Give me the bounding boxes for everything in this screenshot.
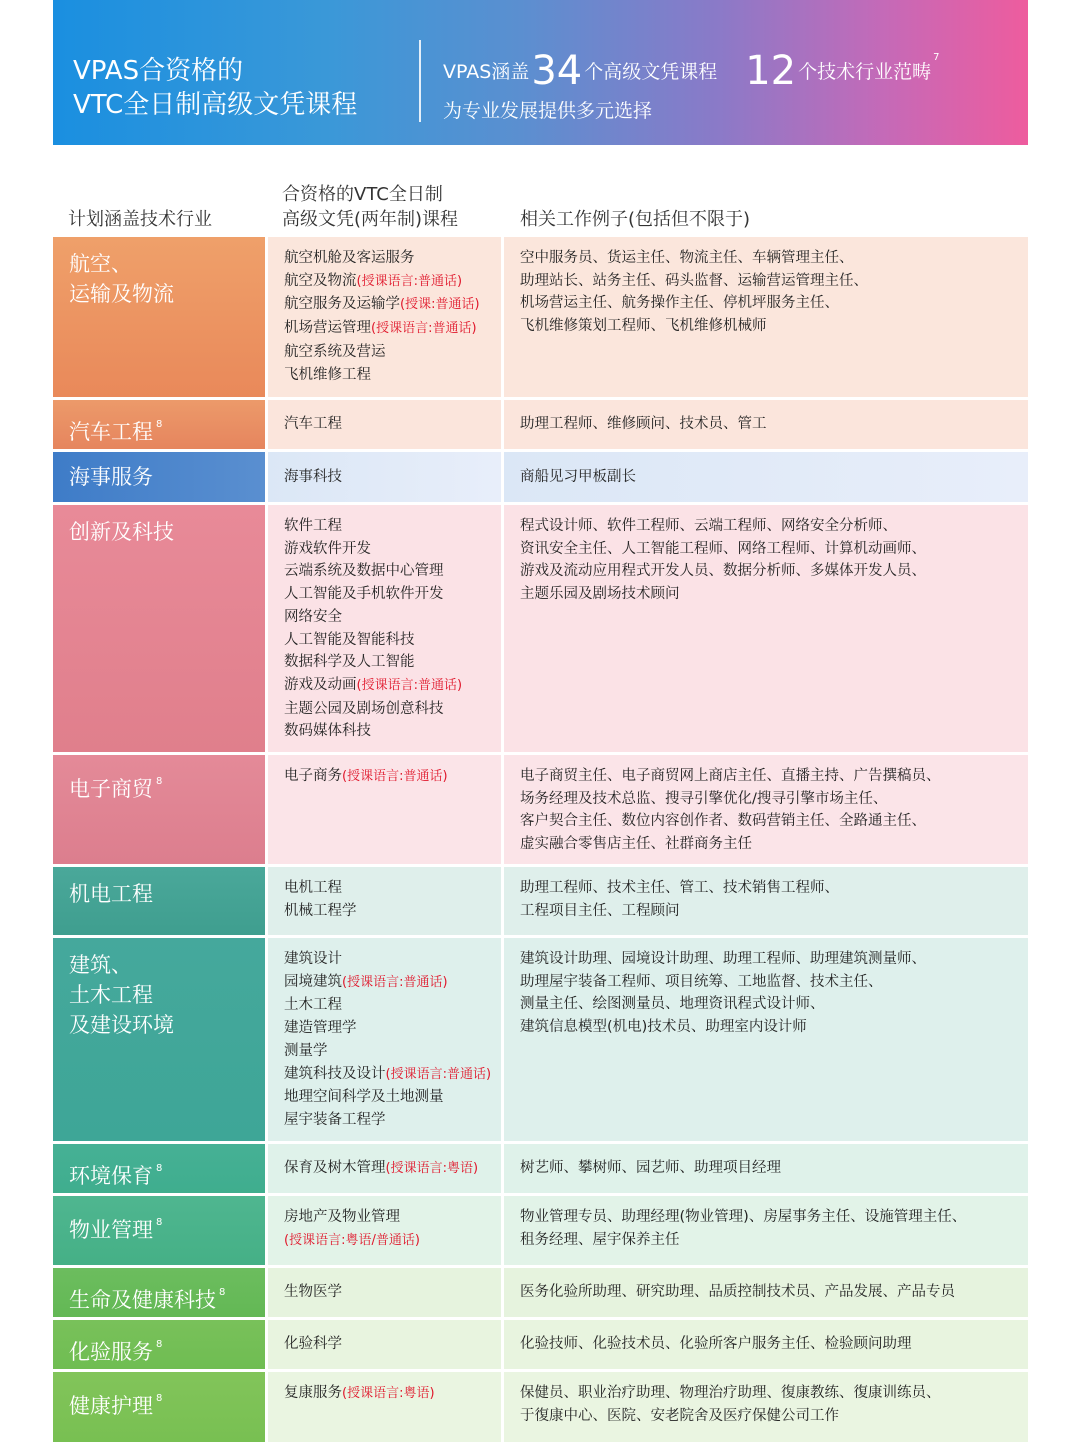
stats-course-label: 个高级文凭课程 xyxy=(584,61,718,83)
jobs-cell xyxy=(504,755,1028,864)
course-item xyxy=(284,538,501,561)
job-examples-line: 游戏及流动应用程式开发人员、数据分析师、多媒体开发人员、 xyxy=(520,563,926,580)
courses-cell xyxy=(268,1196,501,1265)
footnote-mark: 8 xyxy=(156,1393,163,1404)
course-item xyxy=(284,994,501,1017)
job-examples-line: 客户契合主任、数位内容创作者、数码营销主任、全路通主任、 xyxy=(520,813,926,830)
stats-footnote: 7 xyxy=(933,52,940,63)
course-name: 飞机维修工程 xyxy=(284,366,371,383)
courses-cell xyxy=(268,505,501,752)
job-examples-line: 虚实融合零售店主任、社群商务主任 xyxy=(520,836,752,853)
banner-title-line1: VPAS合资格的 xyxy=(73,56,244,86)
stats-prefix: VPAS涵盖 xyxy=(443,61,530,83)
table-row xyxy=(53,505,1028,752)
banner-divider xyxy=(419,40,421,122)
sector-name: 运输及物流 xyxy=(69,282,174,306)
sector-name: 健康护理 $^8$ xyxy=(69,1393,163,1418)
footnote-mark: 8 xyxy=(156,1162,163,1174)
course-item xyxy=(284,317,501,341)
course-item xyxy=(284,1109,501,1132)
job-examples-line: 医务化验所助理、研究助理、品质控制技术员、产品发展、产品专员 xyxy=(520,1284,955,1300)
course-item xyxy=(284,698,501,721)
language-note: (授课语言:普通话) xyxy=(342,974,448,990)
job-examples-line: 测量主任、绘图测量员、地理资讯程式设计师、 xyxy=(520,996,825,1013)
banner xyxy=(53,0,1028,145)
course-item xyxy=(284,651,501,674)
job-examples-line: 飞机维修策划工程师、飞机维修机械师 xyxy=(520,318,767,335)
footnote-mark: 8 xyxy=(156,1217,163,1228)
course-item xyxy=(284,1382,501,1406)
course-name: 主题公园及剧场创意科技 xyxy=(284,700,444,717)
courses-cell xyxy=(268,1268,501,1317)
courses-cell xyxy=(268,400,501,449)
course-name: 云端系统及数据中心管理 xyxy=(284,563,444,580)
course-name: 海事科技 xyxy=(284,468,342,485)
course-name: 软件工程 xyxy=(284,518,342,534)
job-examples-line: 助理站长、站务主任、码头监督、运输营运管理主任、 xyxy=(520,272,868,289)
jobs-cell xyxy=(504,867,1028,935)
course-name: 建筑科技及设计 xyxy=(284,1065,386,1082)
sector-name: 电子商贸 $^8$ xyxy=(69,776,163,801)
course-item xyxy=(284,971,501,995)
table-row xyxy=(53,867,1028,935)
course-item xyxy=(284,720,501,743)
course-name: 航空及物流 xyxy=(284,272,357,289)
sector-cell xyxy=(53,1320,265,1369)
course-item xyxy=(284,1063,501,1087)
course-name: 人工智能及智能科技 xyxy=(284,631,415,648)
course-name: 复康服务 xyxy=(284,1385,342,1401)
course-item xyxy=(284,606,501,629)
table-row xyxy=(53,1144,1028,1193)
job-examples-line: 于復康中心、医院、安老院舍及医疗保健公司工作 xyxy=(520,1407,839,1424)
sector-name: 土木工程 xyxy=(69,983,153,1007)
job-examples-line: 空中服务员、货运主任、物流主任、车辆管理主任、 xyxy=(520,250,854,266)
sector-name: 环境保育 $^8$ xyxy=(69,1162,163,1188)
course-item xyxy=(284,560,501,583)
sector-cell xyxy=(53,938,265,1141)
course-item xyxy=(284,765,501,789)
sector-name: 建筑、 xyxy=(69,953,132,977)
course-name: 航空机舱及客运服务 xyxy=(284,250,415,266)
sector-cell xyxy=(53,505,265,752)
course-item xyxy=(284,1281,501,1304)
course-item xyxy=(284,1040,501,1063)
course-item xyxy=(284,674,501,698)
banner-subtitle: 为专业发展提供多元选择 xyxy=(443,100,653,122)
courses-cell xyxy=(268,755,501,864)
language-note: (授课语言:普通话) xyxy=(342,769,448,784)
stats-sector-count: 12 xyxy=(745,48,797,94)
header-jobs: 相关工作例子(包括但不限于) xyxy=(520,209,751,230)
course-item xyxy=(284,341,501,364)
sector-cell xyxy=(53,867,265,935)
table-row xyxy=(53,755,1028,864)
course-name: 汽车工程 xyxy=(284,416,342,432)
job-examples-line: 租务经理、屋宇保养主任 xyxy=(520,1231,680,1248)
sector-name: 机电工程 xyxy=(69,882,153,906)
jobs-cell xyxy=(504,400,1028,449)
job-examples-line: 电子商贸主任、电子商贸网上商店主任、直播主持、广告撰稿员、 xyxy=(520,768,941,784)
footnote-mark: 8 xyxy=(156,1338,163,1350)
jobs-cell xyxy=(504,1144,1028,1193)
footnote-mark: 8 xyxy=(156,418,163,430)
course-item xyxy=(284,413,501,436)
header-courses-line1: 合资格的VTC全日制 xyxy=(282,184,443,205)
course-item xyxy=(284,948,501,971)
course-name: 建筑设计 xyxy=(284,951,342,967)
jobs-cell xyxy=(504,1196,1028,1265)
language-note: (授课语言:普通话) xyxy=(371,321,477,337)
jobs-cell xyxy=(504,1268,1028,1317)
language-note: (授课语言:粤语) xyxy=(342,1386,435,1401)
course-name: 人工智能及手机软件开发 xyxy=(284,586,444,603)
header-sector: 计划涵盖技术行业 xyxy=(68,209,212,230)
sector-cell xyxy=(53,1268,265,1317)
header-courses-line2: 高级文凭(两年制)课程 xyxy=(282,209,459,230)
job-examples-line: 机场营运主任、航务操作主任、停机坪服务主任、 xyxy=(520,295,839,312)
course-item xyxy=(284,270,501,294)
jobs-cell xyxy=(504,1320,1028,1369)
course-name: 土木工程 xyxy=(284,997,342,1014)
sector-cell xyxy=(53,400,265,449)
sector-cell xyxy=(53,1196,265,1265)
course-name: 机场营运管理 xyxy=(284,320,371,337)
header-courses xyxy=(282,182,458,232)
banner-stats-line xyxy=(443,48,940,94)
language-note: (授课语言:粤语/普通话) xyxy=(284,1232,420,1248)
footnote-mark: 8 xyxy=(219,1286,226,1298)
course-name: 航空服务及运输学 xyxy=(284,296,400,313)
course-name: 游戏软件开发 xyxy=(284,540,371,557)
course-name: 数码媒体科技 xyxy=(284,723,371,740)
job-examples-line: 资讯安全主任、人工智能工程师、网络工程师、计算机动画师、 xyxy=(520,540,926,557)
course-item xyxy=(284,629,501,652)
job-examples-line: 建筑设计助理、园境设计助理、助理工程师、助理建筑测量师、 xyxy=(520,951,926,967)
sector-name: 汽车工程 $^8$ xyxy=(69,418,163,444)
footnote-mark: 8 xyxy=(156,776,163,787)
courses-cell xyxy=(268,867,501,935)
sector-name: 及建设环境 xyxy=(69,1013,174,1037)
job-examples-line: 程式设计师、软件工程师、云端工程师、网络安全分析师、 xyxy=(520,518,897,534)
jobs-cell xyxy=(504,505,1028,752)
job-examples-line: 物业管理专员、助理经理(物业管理)、房屋事务主任、设施管理主任、 xyxy=(520,1209,967,1225)
sector-cell xyxy=(53,755,265,864)
course-item xyxy=(284,515,501,538)
table-row xyxy=(53,237,1028,397)
course-name: 化验科学 xyxy=(284,1336,342,1352)
table-row xyxy=(53,400,1028,449)
course-name: 园境建筑 xyxy=(284,973,342,990)
sector-name: 航空、 xyxy=(69,252,132,276)
sector-cell xyxy=(53,452,265,502)
course-item xyxy=(284,293,501,317)
courses-cell xyxy=(268,1372,501,1442)
job-examples-line: 助理屋宇装备工程师、项目统筹、工地监督、技术主任、 xyxy=(520,973,883,990)
jobs-cell xyxy=(504,1372,1028,1442)
table-row xyxy=(53,1196,1028,1265)
job-examples-line: 商船见习甲板副长 xyxy=(520,468,636,485)
course-name: 地理空间科学及土地测量 xyxy=(284,1089,444,1106)
job-examples-line: 建筑信息模型(机电)技术员、助理室内设计师 xyxy=(520,1019,807,1036)
course-name: 航空系统及营运 xyxy=(284,343,386,360)
course-item xyxy=(284,1086,501,1109)
sector-cell xyxy=(53,1372,265,1442)
course-item xyxy=(284,1333,501,1356)
courses-cell xyxy=(268,237,501,397)
table-row xyxy=(53,1372,1028,1442)
course-name: 网络安全 xyxy=(284,608,342,625)
jobs-cell xyxy=(504,237,1028,397)
sector-name: 海事服务 xyxy=(69,465,153,489)
language-note: (授课语言:普通话) xyxy=(356,677,463,693)
job-examples-line: 助理工程师、维修顾问、技术员、管工 xyxy=(520,416,767,432)
course-item xyxy=(284,247,501,270)
banner-title xyxy=(73,54,357,122)
course-item xyxy=(284,1017,501,1040)
course-item xyxy=(284,900,501,923)
course-name: 机械工程学 xyxy=(284,902,357,919)
sector-name: 化验服务 $^8$ xyxy=(69,1338,163,1364)
course-item xyxy=(284,466,501,489)
stats-sector-label: 个技术行业范畴 xyxy=(798,61,932,83)
job-examples-line: 保健员、职业治疗助理、物理治疗助理、復康教练、復康训练员、 xyxy=(520,1385,941,1401)
jobs-cell xyxy=(504,938,1028,1141)
course-item xyxy=(284,1157,501,1181)
course-name: 游戏及动画 xyxy=(284,676,357,693)
table-row xyxy=(53,938,1028,1141)
language-note: (授课语言:普通话) xyxy=(356,273,463,289)
course-item xyxy=(284,583,501,606)
sector-name: 创新及科技 xyxy=(69,520,174,544)
jobs-cell xyxy=(504,452,1028,502)
sector-cell xyxy=(53,237,265,397)
job-examples-line: 化验技师、化验技术员、化验所客户服务主任、检验顾问助理 xyxy=(520,1336,912,1352)
course-name: 房地产及物业管理 xyxy=(284,1209,400,1225)
job-examples-line: 工程项目主任、工程顾问 xyxy=(520,902,680,919)
course-name: 保育及树木管理 xyxy=(284,1160,386,1176)
table-row xyxy=(53,1320,1028,1369)
course-name: 电机工程 xyxy=(284,880,342,896)
sector-name: 生命及健康科技 $^8$ xyxy=(69,1286,226,1312)
course-item xyxy=(284,364,501,387)
courses-cell xyxy=(268,1144,501,1193)
job-examples-line: 场务经理及技术总监、搜寻引擎优化/搜寻引擎市场主任、 xyxy=(520,790,888,807)
language-note: (授课语言:普通话) xyxy=(385,1066,492,1082)
course-name: 生物医学 xyxy=(284,1284,342,1300)
language-note: (授课:普通话) xyxy=(400,297,480,313)
course-name: 电子商务 xyxy=(284,768,342,784)
courses-cell xyxy=(268,1320,501,1369)
course-name: 数据科学及人工智能 xyxy=(284,654,415,671)
course-item xyxy=(284,877,501,900)
table-row xyxy=(53,452,1028,502)
course-name: 测量学 xyxy=(284,1042,328,1059)
job-examples-line: 助理工程师、技术主任、管工、技术销售工程师、 xyxy=(520,880,839,896)
job-examples-line: 树艺师、攀树师、园艺师、助理项目经理 xyxy=(520,1160,781,1176)
stats-course-count: 34 xyxy=(531,48,583,94)
course-name: 建造管理学 xyxy=(284,1020,357,1037)
language-note: (授课语言:粤语) xyxy=(385,1161,479,1176)
courses-cell xyxy=(268,452,501,502)
sector-cell xyxy=(53,1144,265,1193)
course-name: 屋宇装备工程学 xyxy=(284,1111,386,1128)
course-item xyxy=(284,1206,501,1229)
banner-title-line2: VTC全日制高级文凭课程 xyxy=(73,90,358,120)
table-row xyxy=(53,1268,1028,1317)
job-examples-line: 主题乐园及剧场技术顾问 xyxy=(520,586,680,603)
courses-cell xyxy=(268,938,501,1141)
sector-name: 物业管理 $^8$ xyxy=(69,1217,163,1242)
course-item xyxy=(284,1229,501,1253)
